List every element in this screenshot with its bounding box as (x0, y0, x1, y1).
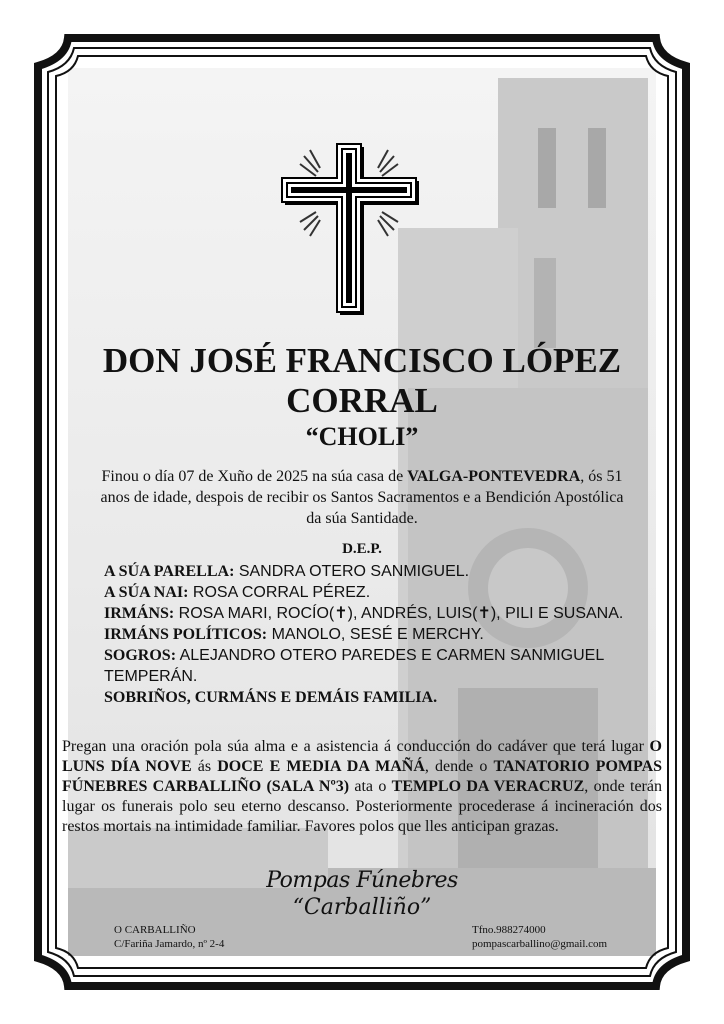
funeral-time: DOCE E MEDIA DA MAÑÁ (217, 758, 425, 775)
family-row-partner (104, 561, 644, 582)
footer-phone: Tfno.988274000 (472, 924, 546, 936)
prayer-text: ás (191, 758, 218, 775)
family-value: MANOLO, SESÉ E MERCHY. (267, 626, 484, 643)
prayer-text: ata o (349, 778, 392, 795)
footer-address (114, 923, 224, 951)
logo-line1: Pompas Fúnebres (266, 868, 458, 893)
footer-contact (472, 923, 607, 951)
family-row-siblings-in-law (104, 624, 644, 645)
family-label: A SÚA NAI: (104, 584, 189, 601)
deceased-name-line2: CORRAL (286, 381, 438, 420)
funeral-origin: TANATORIO POMPAS FÚNEBRES CARBALLIÑO (SALA Nº3) (62, 758, 663, 795)
dep-heading: D.E.P. (342, 541, 382, 557)
family-value: SANDRA OTERO SANMIGUEL. (234, 563, 470, 580)
funeral-church: TEMPLO DA VERACRUZ (391, 778, 585, 795)
funeral-home-logo (262, 868, 462, 922)
deceased-nickname: “CHOLI” (305, 422, 419, 451)
death-announcement-text (96, 466, 628, 529)
family-label: SOGROS: (104, 647, 177, 664)
family-row-mother (104, 582, 644, 603)
family-value: ALEJANDRO OTERO PAREDES E CARMEN SANMIGUEL TEMPERÁN. (104, 647, 604, 685)
family-row-parents-in-law (104, 645, 644, 687)
footer-city: O CARBALLIÑO (114, 924, 196, 936)
intro-text-part1: Finou o día 07 de Xuño de 2025 na súa casa de (101, 468, 408, 485)
family-list (104, 561, 644, 708)
family-label: IRMÁNS: (104, 605, 175, 622)
deceased-name-line1: DON JOSÉ FRANCISCO LÓPEZ (102, 341, 622, 380)
family-row-siblings (104, 603, 644, 624)
footer-street: C/Fariña Jamardo, nº 2-4 (114, 938, 225, 950)
prayer-text: , onde terán lugar os funerais polo seu eterno descanso. Posteriormente procederase á incineración dos restos mortais na intimidade familiar. Favores polos que lles anticipan grazas. (62, 778, 662, 835)
family-label: IRMÁNS POLÍTICOS: (104, 626, 268, 643)
family-closing: SOBRIÑOS, CURMÁNS E DEMÁIS FAMILIA. (104, 689, 438, 706)
funeral-day: O LUNS DÍA NOVE (62, 738, 662, 775)
funeral-details-text (62, 737, 662, 837)
logo-line2: “Carballiño” (292, 895, 432, 920)
prayer-text: Pregan una oración pola súa alma e a asistencia á conducción do cadáver que terá lugar (62, 738, 650, 755)
cross-icon (274, 136, 424, 316)
family-label: A SÚA PARELLA: (104, 563, 235, 580)
footer-email: pompascarballino@gmail.com (472, 938, 608, 950)
family-value: ROSA CORRAL PÉREZ. (188, 584, 371, 601)
family-value: ROSA MARI, ROCÍO(✝), ANDRÉS, LUIS(✝), PILI E SUSANA. (174, 605, 624, 622)
intro-text-part2: , ós 51 anos de idade, despois de recibir os Santos Sacramentos e a Bendición Apostólica da súa Santidade. (100, 468, 624, 527)
prayer-text: , dende o (424, 758, 494, 775)
intro-place: VALGA-PONTEVEDRA (407, 468, 581, 485)
